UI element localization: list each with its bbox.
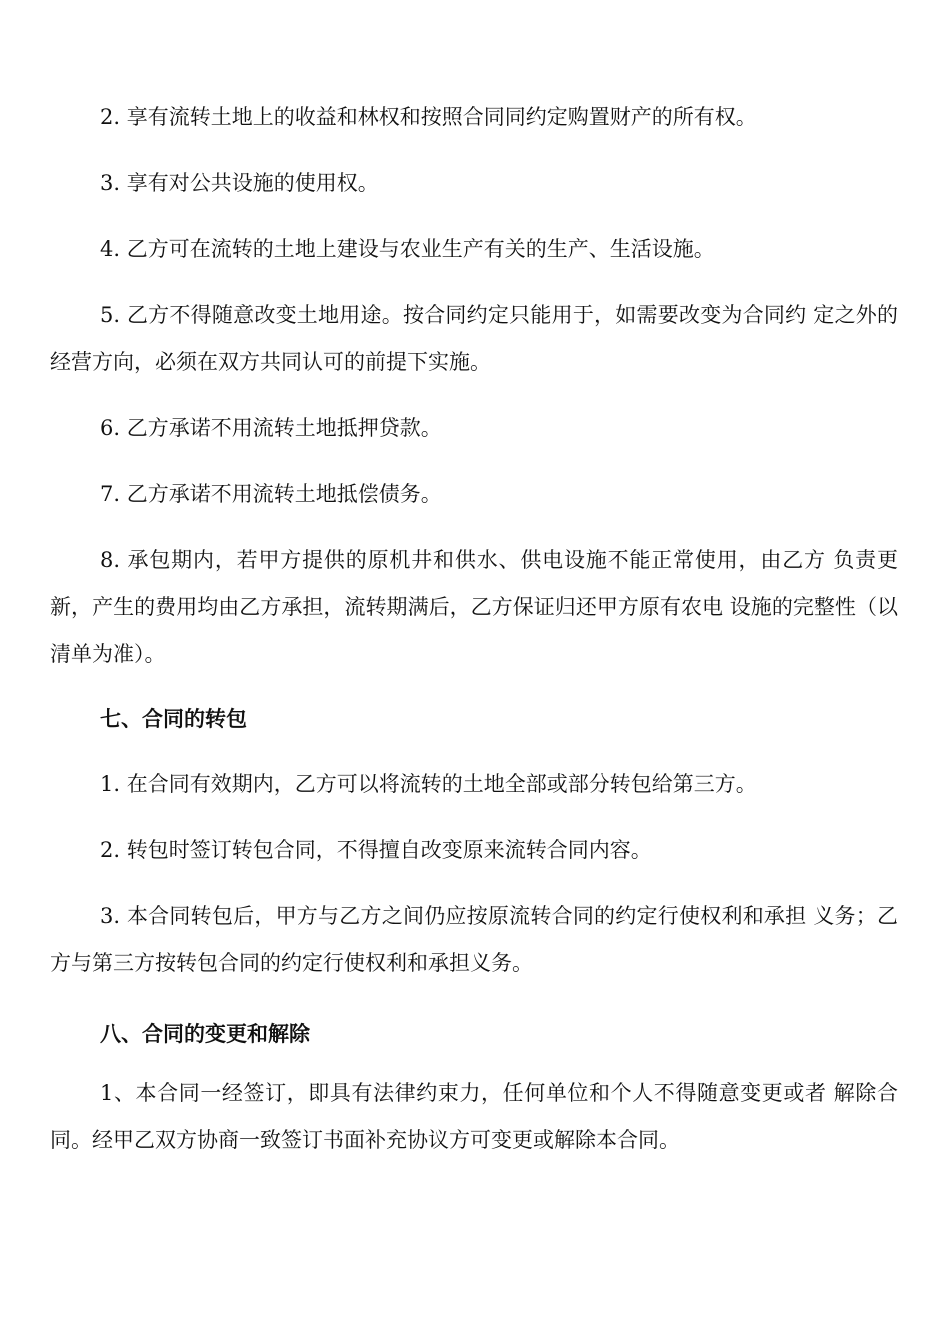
clause-6-5: 5. 乙方不得随意改变土地用途。按合同约定只能用于，如需要改变为合同约 定之外的经营方向，必须在双方共同认可的前提下实施。: [50, 303, 898, 374]
clause-6-2: 2. 享有流转土地上的收益和林权和按照合同同约定购置财产的所有权。: [100, 105, 757, 129]
section-8-heading: 八、合同的变更和解除: [100, 1022, 310, 1046]
clause-7-2: 2. 转包时签订转包合同，不得擅自改变原来流转合同内容。: [100, 838, 652, 862]
clause-7-1: 1. 在合同有效期内，乙方可以将流转的土地全部或部分转包给第三方。: [100, 772, 757, 796]
clause-6-7: 7. 乙方承诺不用流转土地抵偿债务。: [100, 482, 442, 506]
clause-6-6: 6. 乙方承诺不用流转土地抵押贷款。: [100, 416, 442, 440]
clause-6-8: 8. 承包期内，若甲方提供的原机井和供水、供电设施不能正常使用，由乙方 负责更新，产生的费用均由乙方承担，流转期满后，乙方保证归还甲方原有农电 设施的完整性（以清单为准）。: [50, 548, 898, 666]
section-7-heading: 七、合同的转包: [100, 707, 247, 731]
clause-7-3: 3. 本合同转包后，甲方与乙方之间仍应按原流转合同的约定行使权利和承担 义务；乙方与第三方按转包合同的约定行使权利和承担义务。: [50, 904, 898, 975]
clause-6-4: 4. 乙方可在流转的土地上建设与农业生产有关的生产、生活设施。: [100, 237, 715, 261]
clause-6-3: 3. 享有对公共设施的使用权。: [100, 171, 379, 195]
clause-8-1: 1、本合同一经签订，即具有法律约束力，任何单位和个人不得随意变更或者 解除合同。经甲乙双方协商一致签订书面补充协议方可变更或解除本合同。: [50, 1081, 898, 1152]
